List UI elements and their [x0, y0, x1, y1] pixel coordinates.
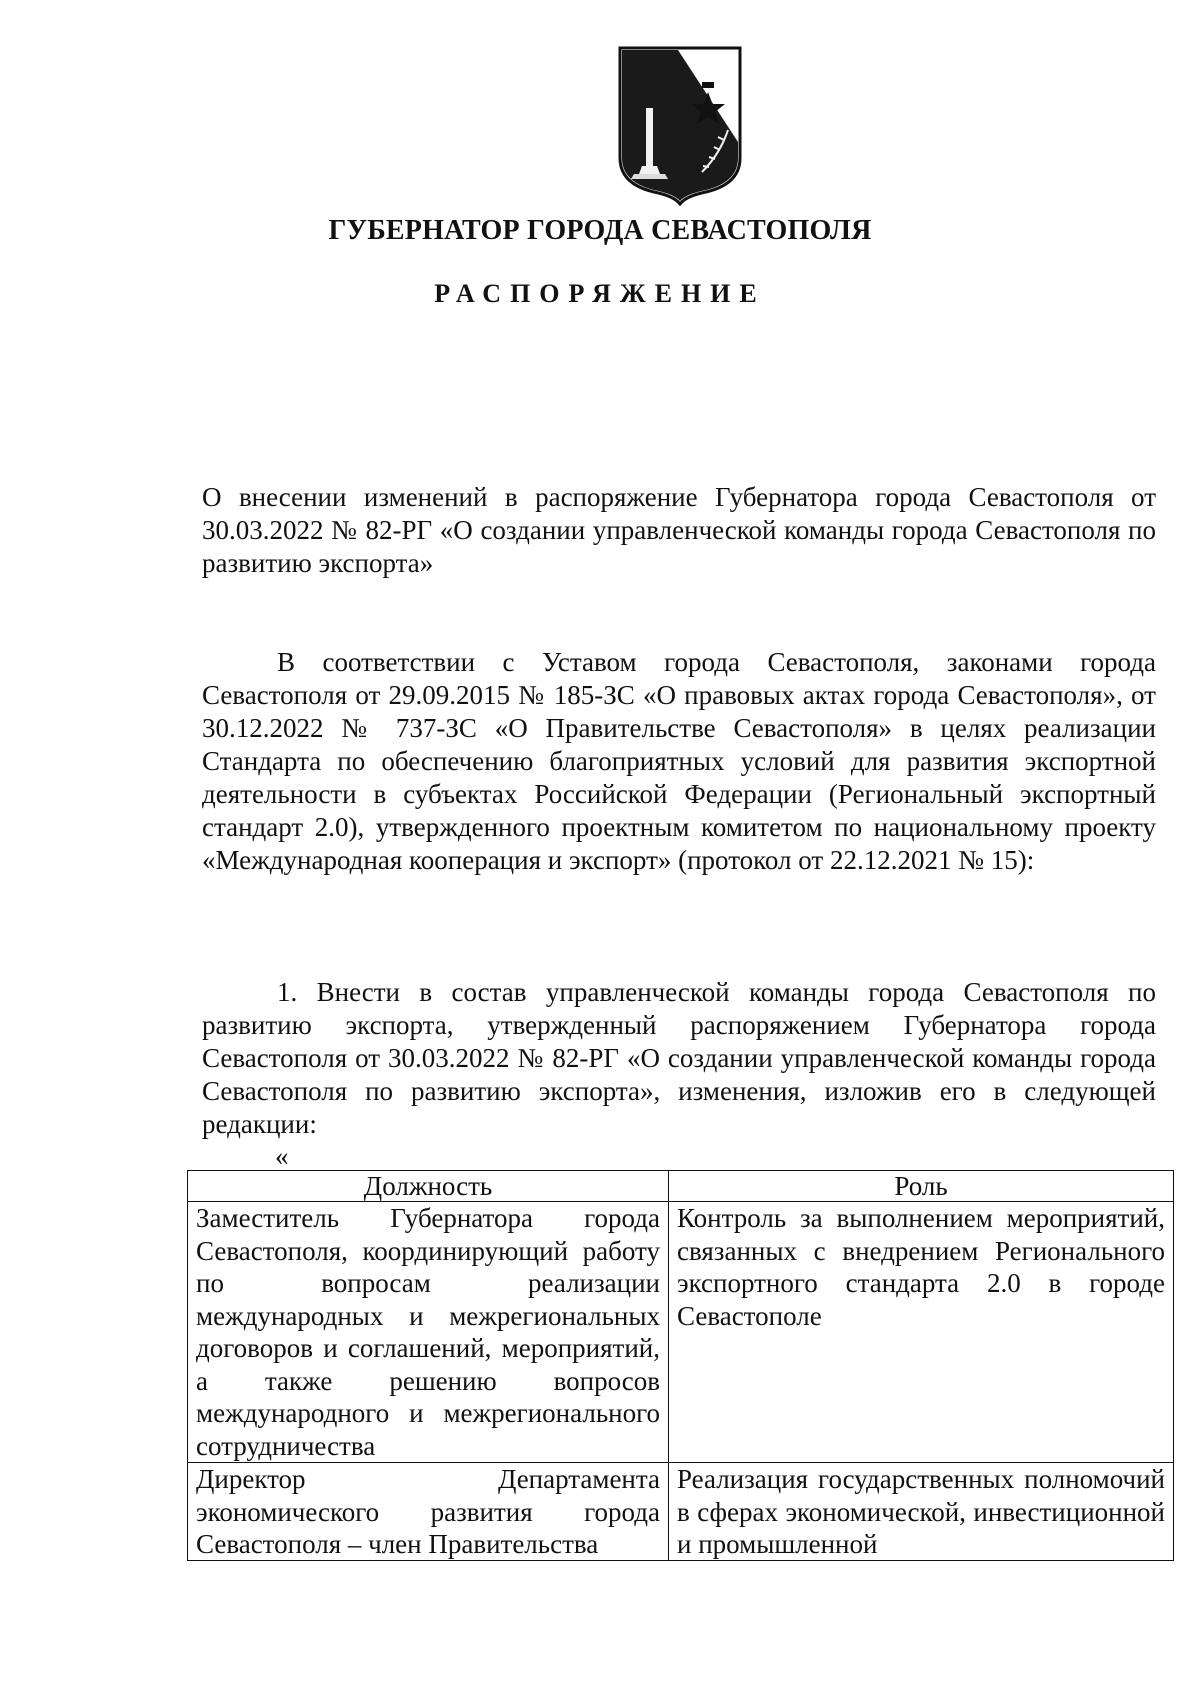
table-row	[188, 1463, 1174, 1561]
position-cell	[188, 1463, 669, 1561]
role-cell: Контроль за выполнением мероприятий, связанных с внедрением Регионального экспортного стандарта 2.0 в городе Севастополе	[669, 1202, 1174, 1463]
position-cell: Заместитель Губернатора города Севастополя, координирующий работу по вопросам реализации международных и межрегиональных договоров и соглашений, мероприятий, а также решению вопросов международного и межрегионального сотрудничества	[188, 1202, 669, 1463]
column-header-position: Должность	[188, 1171, 669, 1202]
team-composition-table	[187, 1170, 1174, 1561]
role-cell-text: Реализация государственных полномочий в сферах экономической, инвестиционной и промышленной	[677, 1464, 1165, 1559]
opening-quote: «	[275, 1141, 289, 1171]
role-cell	[669, 1463, 1174, 1561]
position-cell-text: Директор Департамента экономического развития города Севастополя – член Правительства	[196, 1464, 660, 1559]
document-subject: О внесении изменений в распоряжение Губернатора города Севастополя от 30.03.2022 № 82-РГ «О создании управленческой команды города Севастополя по развитию экспорта»	[202, 482, 1156, 578]
document-type: РАСПОРЯЖЕНИЕ	[434, 279, 766, 308]
column-header-role: Роль	[669, 1171, 1174, 1202]
issuing-authority: ГУБЕРНАТОР ГОРОДА СЕВАСТОПОЛЯ	[328, 215, 872, 246]
table-row	[188, 1202, 1174, 1463]
point-1-paragraph: 1. Внести в состав управленческой команды города Севастополя по развитию экспорта, утвержденный распоряжением Губернатора города Севастополя от 30.03.2022 № 82-РГ «О создании управленческой команды города Севастополя по развитию экспорта», изменения, изложив его в следующей редакции:	[202, 977, 1156, 1139]
table-header-row	[188, 1171, 1174, 1202]
sevastopol-coat-of-arms-icon	[616, 46, 744, 206]
preamble-paragraph: В соответствии с Уставом города Севастополя, законами города Севастополя от 29.09.2015 № 185-ЗС «О правовых актах города Севастополя», от 30.12.2022 № 737-ЗС «О Правительстве Севастополя» в целях реализации Стандарта по обеспечению благоприятных условий для развития экспортной деятельности в субъектах Российской Федерации (Региональный экспортный стандарт 2.0), утвержденного проектным комитетом по национальному проекту «Международная кооперация и экспорт» (протокол от 22.12.2021 № 15):	[202, 647, 1156, 875]
